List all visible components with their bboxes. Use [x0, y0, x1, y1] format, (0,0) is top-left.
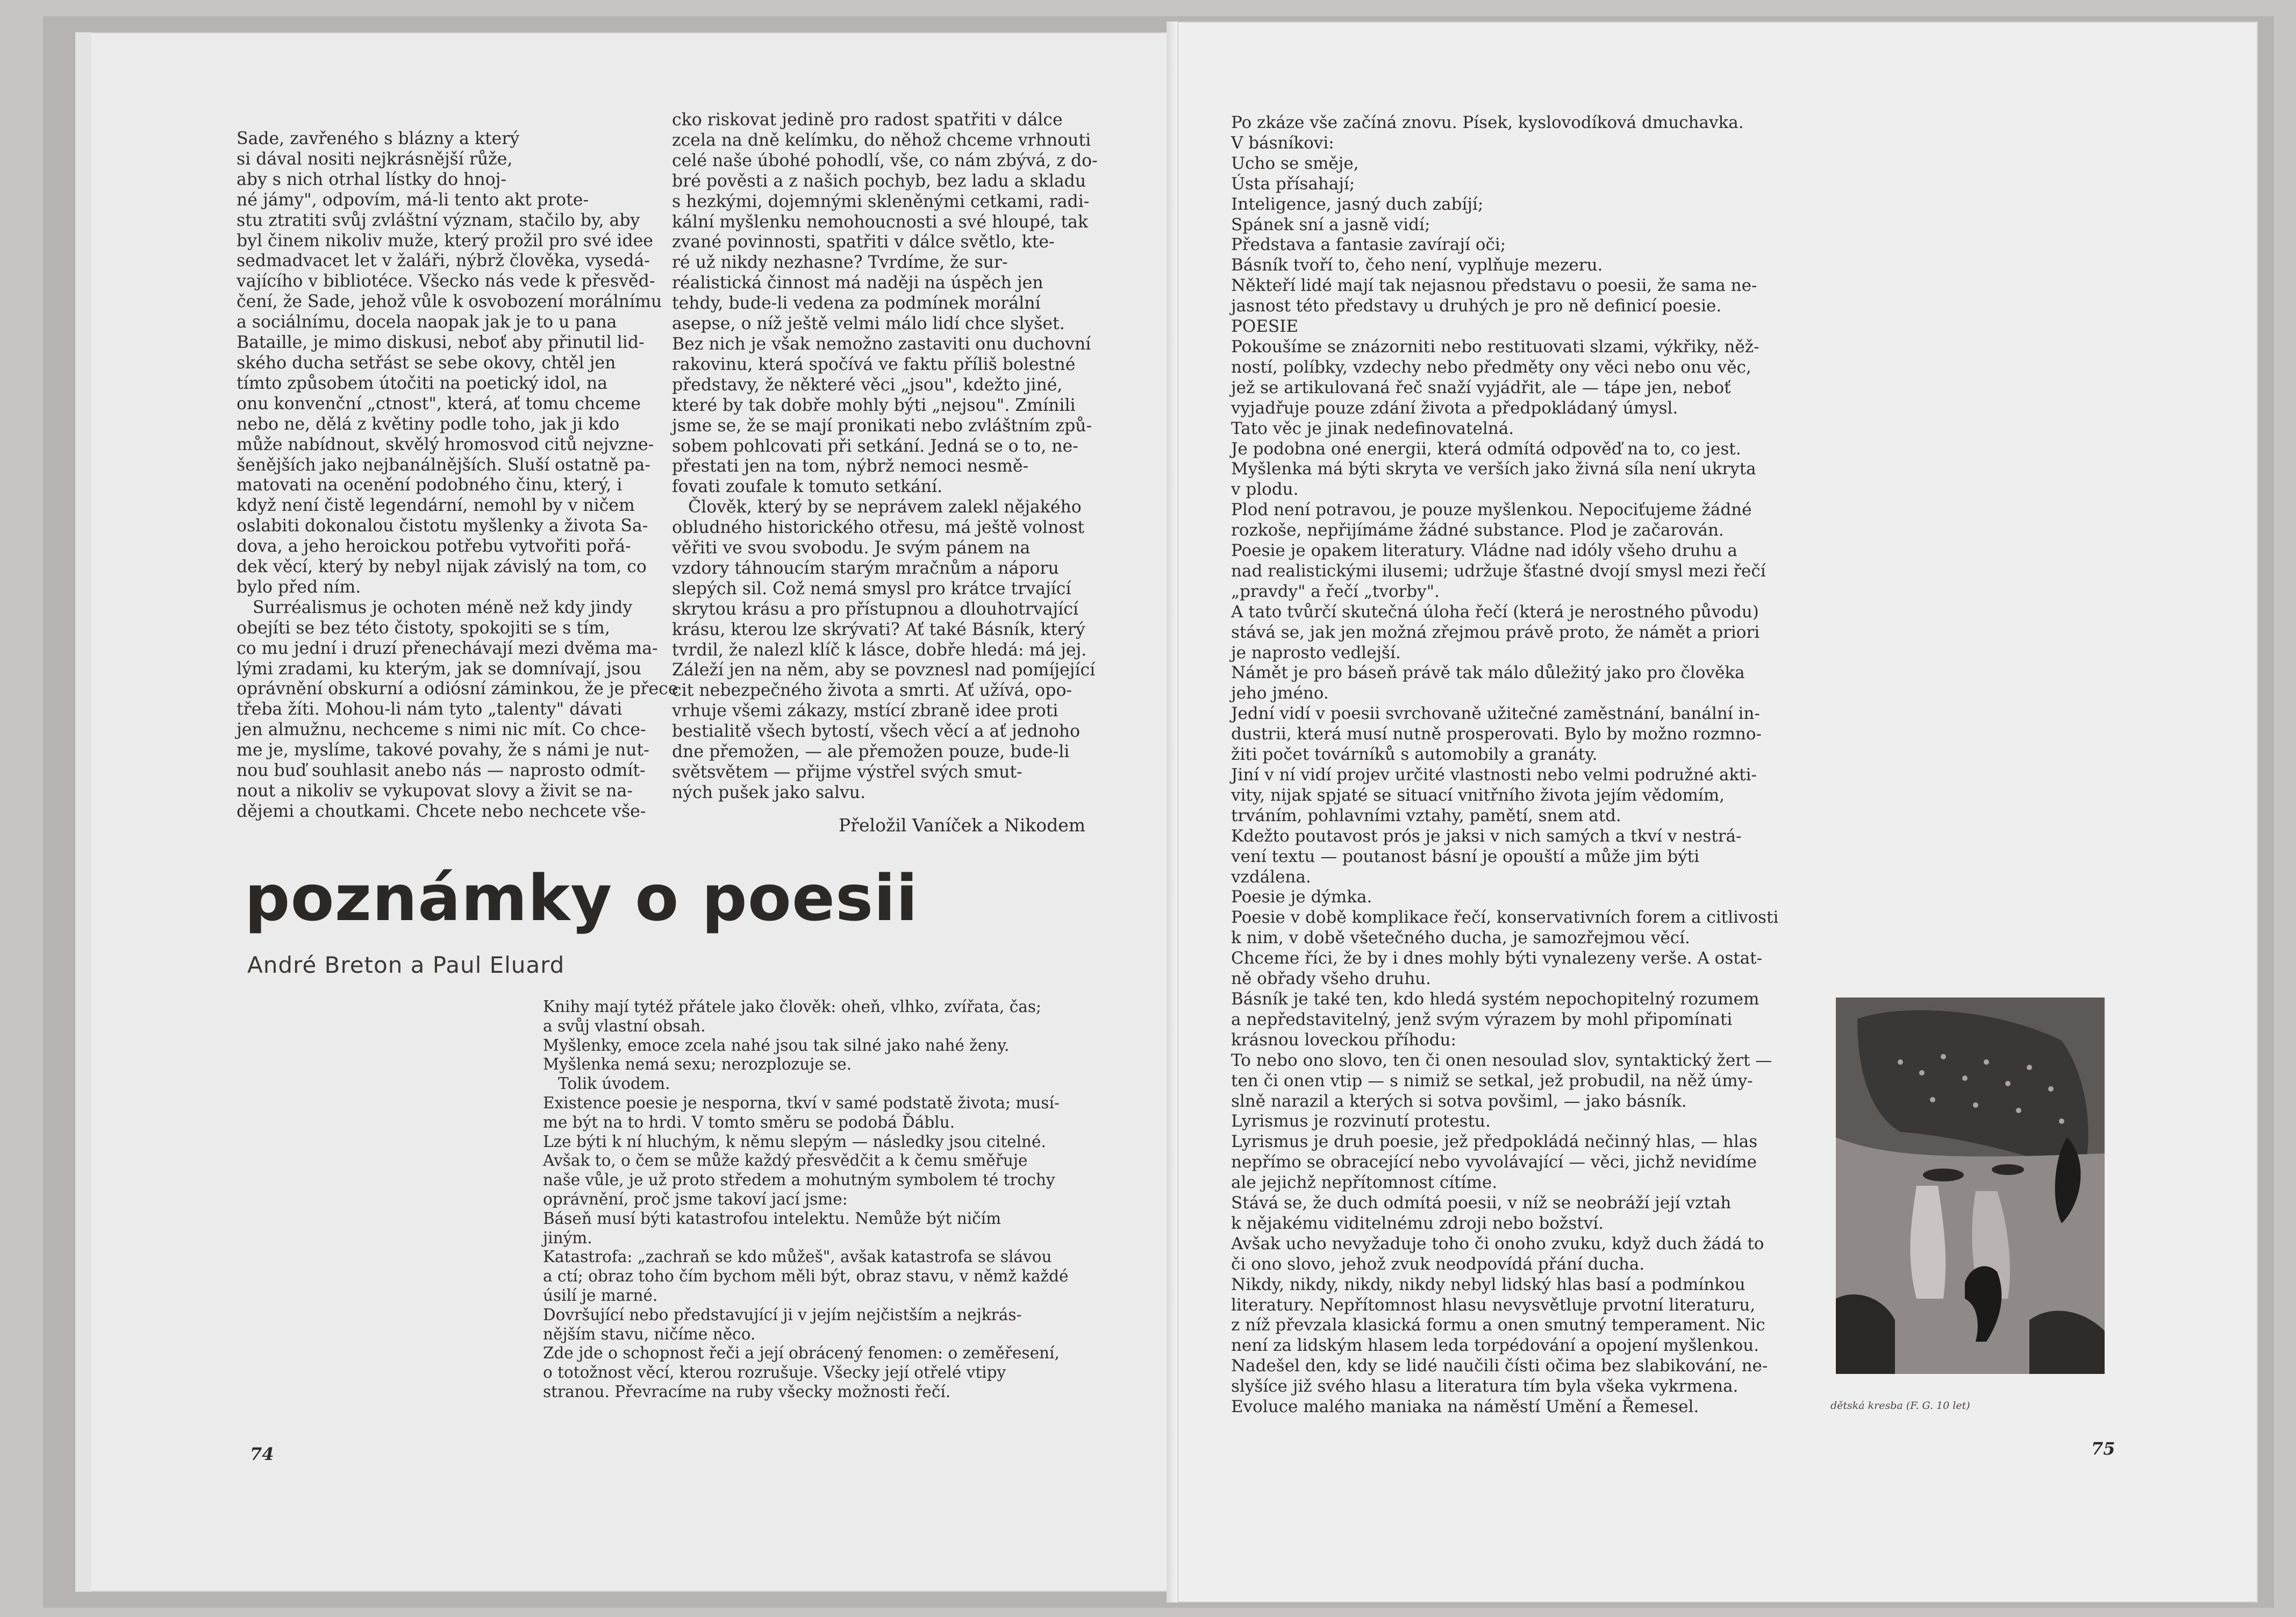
text-line: bylo před ním.	[237, 577, 361, 597]
text-line: dne přemožen, — ale přemožen pouze, bude-li	[672, 742, 1070, 762]
text-line: a ctí; obraz toho čím bychom měli být, obraz stavu, v němž každé	[543, 1267, 1069, 1286]
text-line: žiti počet továrníků s automobily a granáty.	[1231, 745, 1598, 765]
text-line: stu ztratiti svůj zvláštní význam, stačilo by, aby	[237, 210, 640, 230]
text-line: ten či onen vtip — s nimiž se setkal, jež probudil, na něž úmy-	[1231, 1071, 1753, 1091]
text-line: skrytou krásu a pro přístupnou a dlouhotrvající	[672, 599, 1078, 619]
text-line: nebo ne, dělá z květiny podle toho, jak ji kdo	[237, 414, 620, 434]
text-line: Básník je také ten, kdo hledá systém nepochopitelný rozumem	[1231, 989, 1759, 1009]
text-line: Evoluce malého maniaka na náměstí Umění a Řemesel.	[1231, 1397, 1699, 1417]
text-line: a sociálnímu, docela naopak jak je to u pana	[237, 312, 617, 332]
text-line: onu konvenční „ctnost", která, ať tomu chceme	[237, 394, 641, 414]
text-line: Spánek sní a jasně vidí;	[1231, 215, 1430, 234]
text-line: bré pověsti a z našich pochyb, bez ladu a skladu	[672, 171, 1086, 191]
text-line: Poesie v době komplikace řečí, konservativních forem a citlivosti	[1231, 908, 1779, 928]
text-line: šenějších jako nejbanálnějších. Sluší ostatně pa-	[237, 455, 650, 475]
text-line: slyšíce již svého hlasu a literatura tím byla všeka vykrmena.	[1231, 1377, 1739, 1397]
text-line: k nějakému viditelnému zdroji nebo božství.	[1231, 1213, 1604, 1233]
text-line: tehdy, bude-li vedena za podmínek morální	[672, 294, 1041, 314]
text-line: me být na to hrdi. V tomto směru se podobá Ďáblu.	[543, 1113, 955, 1131]
text-line: Poesie je dýmka.	[1231, 887, 1372, 907]
translator-credit: Přeložil Vaníček a Nikodem	[839, 815, 1086, 836]
text-line: lými zradami, ku kterým, jak se domnívají, jsou	[237, 659, 642, 679]
text-line: zcela na dně kelímku, do něhož chceme vrhnouti	[672, 130, 1091, 150]
text-line: stranou. Převracíme na ruby všecky možnosti řečí.	[543, 1382, 951, 1401]
text-line: Jední vidí v poesii svrchovaně užitečné zaměstnání, banální in-	[1231, 704, 1760, 724]
text-line: Po zkáze vše začíná znovu. Písek, kyslovodíková dmuchavka.	[1231, 113, 1744, 132]
text-line: obludného historického otřesu, má ještě volnost	[672, 518, 1085, 538]
text-line: Tato věc je jinak nedefinovatelná.	[1231, 418, 1514, 438]
page-edge	[75, 32, 91, 1592]
text-line: s hezkými, dojemnými skleněnými cetkami, radi-	[672, 191, 1090, 211]
text-line: nout a nikoliv se vykupovat slovy a živit se na-	[237, 781, 633, 801]
text-line: ných pušek jako salvu.	[672, 782, 866, 802]
text-line: trváním, pohlavními vztahy, pamětí, snem atd.	[1231, 806, 1621, 825]
left-page	[75, 32, 1172, 1592]
text-line: Ucho se směje,	[1231, 153, 1359, 173]
text-line: v plodu.	[1231, 480, 1299, 500]
text-line: aby s nich otrhal lístky do hnoj-	[237, 169, 507, 189]
text-line: Nadešel den, kdy se lidé naučili čísti očima bez slabikování, ne-	[1231, 1356, 1768, 1376]
text-line: Myšlenka má býti skryta ve verších jako živná síla není ukryta	[1231, 459, 1756, 479]
text-line: stává se, jak jen možná zřejmou právě proto, že námět a priori	[1231, 622, 1760, 642]
text-line: vity, nijak spjaté se situací vnitřního života jejím vědomím,	[1231, 785, 1725, 805]
text-line: které by tak dobře mohly býti „nejsou". Zmínili	[672, 395, 1076, 415]
text-line: Pokoušíme se znázorniti nebo restituovati slzami, výkřiky, něž-	[1231, 337, 1759, 357]
text-line: je naprosto vedlejší.	[1231, 643, 1401, 663]
text-line: tvrdil, že nalezl klíč k lásce, dobře hledá: má jej.	[672, 640, 1087, 660]
page-number-right: 75	[2091, 1438, 2115, 1459]
text-line: „pravdy" a řečí „tvorby".	[1231, 581, 1440, 601]
text-line: není za lidským hlasem leda torpédování a opojení myšlenkou.	[1231, 1336, 1759, 1356]
text-line: dek věcí, který by nebyl nijak závislý na tom, co	[237, 557, 647, 577]
text-line: me je, myslíme, takové povahy, že s námi je nut-	[237, 740, 649, 760]
text-line: POESIE	[1231, 317, 1299, 337]
text-line: vyjadřuje pouze zdání života a předpokládaný úmysl.	[1231, 398, 1678, 418]
text-line: Myšlenka nemá sexu; nerozplozuje se.	[543, 1055, 852, 1074]
text-line: Básník tvoří to, čeho není, vyplňuje mezeru.	[1231, 255, 1603, 275]
left-column-2	[672, 110, 1098, 803]
text-line: Plod není potravou, je pouze myšlenkou. Nepociťujeme žádné	[1231, 500, 1752, 520]
text-line: asepse, o níž ještě velmi málo lidí chce slyšet.	[672, 314, 1065, 334]
text-line: To nebo ono slovo, ten či onen nesoulad slov, syntaktický žert —	[1231, 1050, 1772, 1070]
text-line: o totožnost věcí, kterou rozrušuje. Všecky její otřelé vtipy	[543, 1363, 1006, 1382]
text-line: Člověk, který by se neprávem zalekl nějakého	[672, 497, 1082, 517]
text-line: si dával nositi nejkrásnější růže,	[237, 149, 513, 169]
text-line: slně narazil a kterých si sotva povšiml, — jako básník.	[1231, 1091, 1687, 1111]
text-line: Katastrofa: „zachraň se kdo můžeš", avšak katastrofa se slávou	[543, 1248, 1052, 1266]
page-number-left: 74	[250, 1444, 274, 1464]
text-line: matovati na ocenění podobného činu, který, i	[237, 475, 623, 495]
text-line: bestialitě všech bytostí, všech věcí a ať jednoho	[672, 722, 1081, 742]
text-line: a svůj vlastní obsah.	[543, 1016, 706, 1035]
text-line: Bataille, je mimo diskusi, neboť aby přinutil lid-	[237, 333, 645, 353]
text-line: Chceme říci, že by i dnes mohly býti vynalezeny verše. A ostat-	[1231, 949, 1763, 968]
text-line: Avšak ucho nevyžaduje toho či onoho zvuku, když duch žádá to	[1231, 1234, 1764, 1253]
left-column-1	[237, 129, 678, 822]
text-line: A tato tvůrčí skutečná úloha řečí (která je nerostného původu)	[1231, 602, 1759, 622]
text-line: tímto způsobem útočiti na poetický idol, na	[237, 373, 607, 393]
text-line: ale jejichž nepřítomnost cítíme.	[1231, 1173, 1498, 1193]
text-line: Zde jde o schopnost řeči a její obrácený fenomen: o zeměřesení,	[543, 1344, 1060, 1363]
text-line: vení textu — poutanost básní je opouští a může jim býti	[1231, 846, 1700, 866]
text-line: světsvětem — přijme výstřel svých smut-	[672, 763, 1022, 782]
text-line: jiným.	[543, 1228, 592, 1247]
text-line: Stává se, že duch odmítá poesii, v níž se neobráží její vztah	[1231, 1193, 1732, 1213]
text-line: úsilí je marné.	[543, 1286, 658, 1305]
text-line: nepřímo se obracející nebo vyvolávající — věci, jichž nevidíme	[1231, 1152, 1757, 1172]
text-line: rakovinu, která spočívá ve faktu příliš bolestné	[672, 354, 1076, 374]
text-line: jasnost této představy u druhých je pro ně definicí poesie.	[1231, 296, 1722, 316]
text-line: zvané povinnosti, spatřiti v dálce světlo, kte-	[672, 232, 1055, 252]
text-line: Myšlenky, emoce zcela nahé jsou tak silné jako nahé ženy.	[543, 1036, 1010, 1055]
text-line: když není čistě legendární, nemohl by v ničem	[237, 496, 635, 516]
text-line: Bez nich je však nemožno zastaviti onu duchovní	[672, 334, 1091, 354]
childrens-drawing-illustration	[1836, 998, 2105, 1374]
text-line: Sade, zavřeného s blázny a který	[237, 129, 520, 148]
text-line: čení, že Sade, jehož vůle k osvobození morálnímu	[237, 292, 662, 312]
text-line: nad realistickými ilusemi; udržuje šťastné dvojí smysl mezi řečí	[1231, 561, 1766, 581]
text-line: nou buď souhlasit anebo nás — naprosto odmít-	[237, 761, 646, 781]
text-line: V básníkovi:	[1231, 133, 1334, 153]
article-authors: André Breton a Paul Eluard	[247, 952, 565, 978]
text-line: Dovršující nebo představující ji v jejím nejčistším a nejkrás-	[543, 1305, 1022, 1324]
text-line: Jiní v ní vidí projev určité vlastnosti nebo velmi podružné akti-	[1231, 765, 1757, 785]
right-page	[1177, 22, 2258, 1602]
text-line: ností, políbky, vzdechy nebo předměty ony věci nebo onu věc,	[1231, 357, 1751, 377]
text-line: obejíti se bez této čistoty, spokojiti se s tím,	[237, 618, 610, 638]
text-line: jen almužnu, nechceme s nimi nic mít. Co chce-	[237, 720, 646, 740]
text-line: Surréalismus je ochoten méně než kdy jindy	[237, 597, 633, 617]
text-line: představy, že některé věci „jsou", kdežto jiné,	[672, 375, 1063, 395]
text-line: né jámy", odpovím, má-li tento akt prote-	[237, 190, 589, 210]
text-line: cit nebezpečného života a smrti. Ať užívá, opo-	[672, 681, 1072, 701]
text-line: oslabiti dokonalou čistotu myšlenky a života Sa-	[237, 516, 648, 536]
text-line: ně obřady všeho druhu.	[1231, 969, 1431, 989]
article-title: poznámky o poesii	[245, 861, 919, 935]
text-line: Představa a fantasie zavírají oči;	[1231, 235, 1506, 255]
text-line: Inteligence, jasný duch zabíjí;	[1231, 194, 1484, 214]
text-line: Někteří lidé mají tak nejasnou představu o poesii, že sama ne-	[1231, 276, 1757, 296]
text-line: Je podobna oné energii, která odmítá odpověď na to, co jest.	[1231, 439, 1741, 459]
text-line: cko riskovat jedině pro radost spatřiti v dálce	[672, 110, 1063, 130]
text-line: Lze býti k ní hluchým, k němu slepým — následky jsou citelné.	[543, 1132, 1046, 1151]
text-line: jeho jméno.	[1231, 683, 1329, 703]
text-line: dova, a jeho heroickou potřebu vytvořiti pořá-	[237, 537, 631, 557]
text-line: Nikdy, nikdy, nikdy, nikdy nebyl lidský hlas basí a podmínkou	[1231, 1274, 1746, 1294]
text-line: celé naše úbohé pohodlí, vše, co nám zbývá, z do-	[672, 151, 1098, 170]
text-line: věřiti ve svou svobodu. Je svým pánem na	[672, 538, 1031, 558]
text-line: byl činem nikoliv muže, který prožil pro své idee	[237, 231, 653, 251]
text-line: réalistická činnost má naději na úspěch jen	[672, 273, 1043, 293]
text-line: Ústa přísahají;	[1231, 174, 1355, 194]
text-line: naše vůle, je už proto středem a mohutným symbolem té trochy	[543, 1171, 1055, 1189]
text-line: oprávnění obskurní a odiósní záminkou, že je přece	[237, 679, 678, 699]
text-line: Báseň musí býti katastrofou intelektu. Nemůže být ničím	[543, 1209, 1002, 1228]
text-line: dustrii, která musí nutně prosperovati. Bylo by možno rozmno-	[1231, 724, 1762, 744]
text-line: krásnou loveckou příhodu:	[1231, 1030, 1456, 1050]
drawing-svg	[1836, 998, 2105, 1374]
text-line: sedmadvacet let v žaláři, nýbrž člověka, vysedá-	[237, 251, 650, 271]
text-line: vzdálena.	[1231, 867, 1311, 887]
text-line: literatury. Nepřítomnost hlasu nevysvětluje prvotní literaturu,	[1231, 1295, 1756, 1315]
illustration-caption: dětská kresba (F. G. 10 let)	[1830, 1400, 1970, 1412]
text-line: kální myšlenku nemohoucnosti a své hloupé, tak	[672, 212, 1089, 232]
article-body	[543, 998, 1068, 1402]
text-line: jsme se, že se mají pronikati nebo zvláštním způ-	[672, 416, 1092, 436]
text-line: fovati zoufale k tomuto setkání.	[672, 477, 943, 497]
text-line: ského ducha setřást se sebe okovy, chtěl jen	[237, 353, 616, 373]
text-line: Námět je pro báseň právě tak málo důležitý jako pro člověka	[1231, 663, 1745, 683]
text-line: dějemi a choutkami. Chcete nebo nechcete vše-	[237, 801, 646, 821]
text-line: co mu jední i druzí přenechávají mezi dvěma ma-	[237, 638, 658, 658]
text-line: Avšak to, o čem se může každý přesvědčit a k čemu směřuje	[543, 1151, 1028, 1170]
text-line: slepých sil. Což nemá smysl pro krátce trvající	[672, 579, 1071, 599]
text-line: vzdory táhnoucím starým mračnům a náporu	[672, 558, 1059, 578]
text-line: může nabídnout, skvělý hromosvod citů nejvzne-	[237, 434, 654, 454]
text-line: nějším stavu, ničíme něco.	[543, 1324, 756, 1343]
text-line: oprávnění, proč jsme takoví jací jsme:	[543, 1189, 848, 1208]
text-line: jež se artikulovaná řeč snaží vyjádřit, ale — tápe jen, neboť	[1231, 377, 1731, 397]
text-line: vrhuje všemi zákazy, mstící zbraně idee proti	[672, 701, 1058, 721]
text-line: Poesie je opakem literatury. Vládne nad idóly všeho druhu a	[1231, 541, 1737, 561]
text-line: přestati jen na tom, nýbrž nemoci nesmě-	[672, 457, 1029, 476]
text-line: a nepředstavitelný, jenž svým výrazem by mohl připomínati	[1231, 1009, 1733, 1029]
text-line: k nim, v době všetečného ducha, je samozřejmou věcí.	[1231, 928, 1690, 948]
text-line: Existence poesie je nesporna, tkví v samé podstatě života; musí-	[543, 1093, 1060, 1112]
text-line: sobem pohlcovati při setkání. Jedná se o to, ne-	[672, 436, 1078, 456]
text-line: třeba žíti. Mohou-li nám tyto „talenty" dávati	[237, 700, 623, 720]
text-line: rozkoše, nepřijímáme žádné substance. Plod je začarován.	[1231, 521, 1724, 540]
text-line: Tolik úvodem.	[543, 1074, 670, 1093]
text-line: z níž převzala klasická formu a onen smutný temperament. Nic	[1231, 1315, 1765, 1335]
text-line: ré už nikdy nezhasne? Tvrdíme, že sur-	[672, 253, 1008, 273]
text-line: Lyrismus je druh poesie, jež předpokládá nečinný hlas, — hlas	[1231, 1132, 1758, 1152]
text-line: Lyrismus je rozvinutí protestu.	[1231, 1112, 1491, 1131]
text-line: vajícího v bibliotéce. Všecko nás vede k přesvěd-	[237, 272, 655, 291]
text-line: Knihy mají tytéž přátele jako člověk: oheň, vlhko, zvířata, čas;	[543, 998, 1041, 1016]
text-line: Záleží jen na něm, aby se povznesl nad pomíjející	[672, 660, 1096, 680]
text-line: krásu, kterou lze skrývati? Ať také Básník, který	[672, 619, 1085, 639]
right-column-text	[1231, 113, 1778, 1417]
text-line: Kdežto poutavost prós je jaksi v nich samých a tkví v nestrá-	[1231, 826, 1742, 846]
text-line: či ono slovo, jehož zvuk neodpovídá přání ducha.	[1231, 1254, 1645, 1274]
